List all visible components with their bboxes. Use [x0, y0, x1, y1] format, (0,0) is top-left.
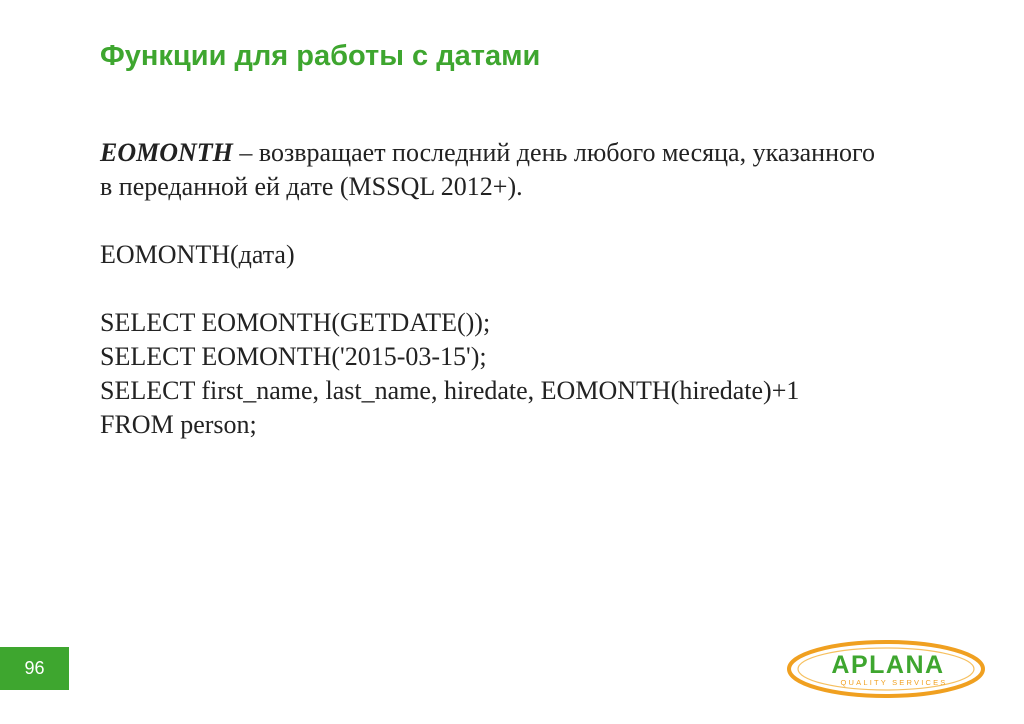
- logo-tagline: QUALITY SERVICES: [840, 678, 948, 687]
- code-line-1: SELECT EOMONTH(GETDATE());: [100, 308, 491, 337]
- function-keyword: EOMONTH: [100, 138, 233, 167]
- aplana-logo: [786, 638, 986, 700]
- definition-line-1: [100, 136, 1000, 170]
- slide-title: Функции для работы с датами: [100, 40, 541, 72]
- definition-text: – возвращает последний день любого месяца, указанного: [232, 138, 876, 167]
- spacer: [100, 272, 1000, 306]
- definition-line-2: в переданной ей дате (MSSQL 2012+).: [100, 172, 523, 201]
- code-line-3: SELECT first_name, last_name, hiredate, EOMONTH(hiredate)+1: [100, 376, 800, 405]
- syntax-line: EOMONTH(дата): [100, 240, 295, 269]
- logo-wordmark: APLANA: [831, 651, 945, 679]
- code-line-4: FROM person;: [100, 410, 257, 439]
- page-number-badge: 96: [0, 647, 69, 690]
- spacer: [100, 204, 1000, 238]
- code-line-2: SELECT EOMONTH('2015-03-15');: [100, 342, 487, 371]
- slide-body: [100, 136, 1000, 442]
